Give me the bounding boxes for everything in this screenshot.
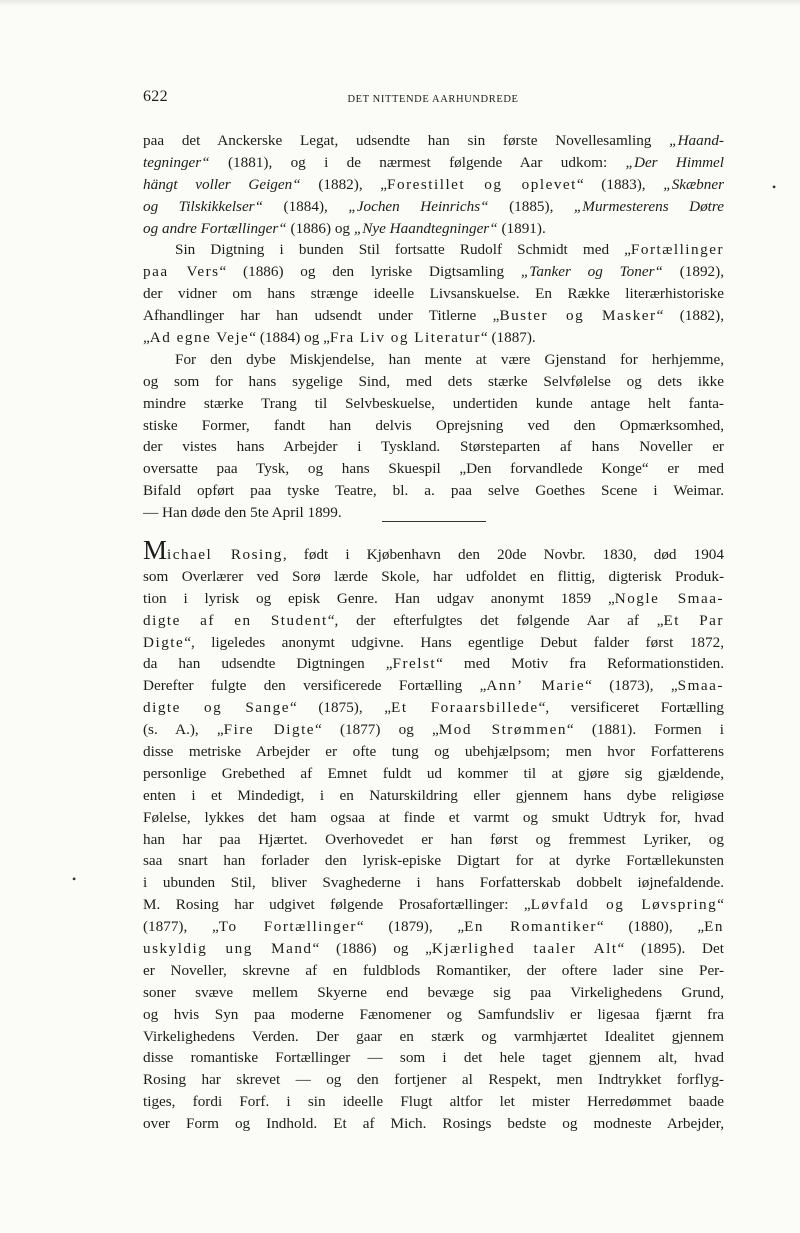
text-line — [143, 982, 724, 1004]
text-line — [143, 283, 724, 305]
text-run: (1884), — [263, 197, 349, 215]
text-run: „ — [143, 329, 150, 347]
text-run: Afhandlinger har han udsendt under Titlerne „ — [143, 307, 500, 325]
text-run: Rosing har skrevet — og den fortjener al Respekt, men Indtrykket forflyg- — [143, 1071, 724, 1089]
spaced-title: Ann’ Marie — [486, 677, 586, 695]
spaced-title: digte af en Student — [143, 611, 328, 629]
spaced-title: Mod Strømmen — [438, 721, 567, 739]
text-line — [143, 174, 724, 196]
spaced-title: To Fortællinger — [218, 918, 357, 936]
text-line — [143, 632, 724, 654]
text-line — [143, 850, 724, 872]
text-line — [143, 588, 724, 610]
text-line — [143, 960, 724, 982]
spaced-title: Fortællinger — [630, 241, 724, 259]
text-run: soner svæve mellem Skyerne end bevæge sig paa Virkelighedens Grund, — [143, 983, 724, 1001]
text-run: i ubunden Stil, bliver Svaghederne i hans Forfatterskab dobbelt iøjnefaldende. — [143, 874, 724, 892]
page-number: 622 — [143, 88, 168, 105]
spaced-title: digte og Sange — [143, 699, 290, 717]
text-line — [143, 916, 724, 938]
italic-title: „Tanker og Toner“ — [520, 263, 663, 281]
text-line — [143, 1069, 724, 1091]
text-line — [143, 436, 724, 458]
text-run: “ (1880), „ — [596, 918, 705, 936]
text-run: “ med Motiv fra Reformationstiden. — [436, 655, 724, 673]
spaced-title: paa Vers — [143, 263, 220, 281]
italic-title: „Haand- — [669, 132, 724, 149]
text-run: Sin Digtning i bunden Stil fortsatte Rudolf Schmidt med „ — [175, 241, 631, 259]
spaced-title: En — [704, 918, 724, 936]
text-run: og som for hans sygelige Sind, med dets stærke Selvfølelse og dets ikke — [143, 372, 724, 390]
italic-title: „Skæbner — [663, 175, 724, 193]
text-run: For den dybe Miskjendelse, han mente at være Gjenstand for herhjemme, — [175, 350, 724, 368]
text-run: der vidner om hans strænge ideelle Livsanskuelse. En Række literærhistoriske — [143, 285, 724, 303]
spaced-title: Kjærlighed taaler Alt — [431, 940, 618, 958]
text-line — [143, 196, 724, 218]
spaced-title: Frelst — [392, 655, 437, 673]
scan-edge — [0, 0, 800, 6]
text-run: “ (1881). Formen i — [566, 721, 724, 739]
text-line — [143, 393, 724, 415]
text-run: og hvis Syn paa moderne Fænomener og Samfundsliv er ligesaa fjærnt fra — [143, 1005, 724, 1023]
spaced-title: uskyldig ung Mand — [143, 940, 313, 958]
text-line — [143, 349, 724, 371]
text-run: over Form og Indhold. Et af Mich. Rosings bedste og modneste Arbejder, — [143, 1115, 724, 1133]
text-run: mindre stærke Trang til Selvbeskuelse, undertiden kunde antage helt fanta- — [143, 394, 724, 412]
drop-cap: M — [143, 535, 168, 565]
text-run: (1877), „ — [143, 918, 219, 936]
margin-dot-mark: • — [772, 180, 777, 194]
text-run: “ (1882), — [656, 307, 725, 325]
text-run: (1881), og i de nærmest følgende Aar udkom: — [209, 153, 626, 171]
text-run: Virkelighedens Verden. Der gaar en stærk og varmhjærtet Idealitet gjennem — [143, 1027, 724, 1045]
text-run: tion i lyrisk og episk Genre. Han udgav anonymt 1859 „ — [143, 589, 615, 607]
text-run: paa det Anckerske Legat, udsendte han sin første Novellesamling — [143, 132, 670, 149]
text-line — [143, 305, 724, 327]
spaced-title: Smaa- — [677, 677, 724, 695]
text-run: der vistes hans Arbejder i Tyskland. Størsteparten af hans Noveller er — [143, 438, 724, 456]
text-run: Følelse, lykkes det ham ogsaa at finde et varmt og smukt Udtryk for, hvad — [143, 808, 724, 826]
text-run: “, der efterfulgtes det følgende Aar af „ — [327, 611, 664, 629]
text-run: (1886) og — [286, 219, 354, 237]
text-line — [143, 327, 724, 349]
text-line — [143, 130, 724, 152]
text-run: disse romantiske Fortællinger — som i det hele taget gjennem alt, hvad — [143, 1049, 724, 1067]
text-line — [143, 785, 724, 807]
text-run: personlige Grebethed af Emnet fuldt ud kommer til at gjøre sig gjældende, — [143, 764, 724, 782]
text-run: enten i et Mindedigt, i en Naturskildring eller gjennem hans dybe religiøse — [143, 786, 724, 804]
text-run: — Han døde den 5te April 1899. — [143, 504, 342, 522]
text-line — [143, 152, 724, 174]
text-line — [143, 653, 724, 675]
text-run: Bifald opført paa tyske Teatre, bl. a. paa selve Goethes Scene i Weimar. — [143, 482, 724, 500]
text-run: “ (1877) og „ — [315, 721, 439, 739]
text-line — [143, 675, 724, 697]
text-run: (1892), — [662, 263, 724, 281]
text-line — [143, 938, 724, 960]
running-head: DET NITTENDE AARHUNDREDE — [347, 94, 519, 105]
text-line — [143, 566, 724, 588]
text-run: “ (1887). — [480, 329, 536, 347]
text-run: “ (1886) og den lyriske Digtsamling — [219, 263, 521, 281]
text-run: “ — [717, 896, 724, 914]
italic-title: og andre Fortællinger“ — [143, 219, 287, 237]
spaced-title: Fra Liv og Literatur — [329, 329, 481, 347]
text-run: da han udsendte Digtningen „ — [143, 655, 393, 673]
text-run: “ (1879), „ — [356, 918, 465, 936]
text-run: saa snart han forlader den lyrisk-episke Digtart for at dyrke Fortællekunsten — [143, 852, 724, 870]
text-run: “ (1886) og „ — [312, 940, 432, 958]
italic-title: tegninger“ — [143, 153, 210, 171]
section-divider — [382, 521, 486, 522]
spaced-title: Forestillet og oplevet — [387, 175, 577, 193]
text-run: han har paa Hjærtet. Overhovedet er han først og fremmest Lyriker, og — [143, 830, 724, 848]
italic-title: hängt voller Geigen“ — [143, 175, 301, 193]
text-line — [143, 1047, 724, 1069]
text-line — [143, 415, 724, 437]
spaced-title: Løvfald og Løvspring — [530, 896, 718, 914]
text-line — [143, 261, 724, 283]
italic-title: „Der Himmel — [625, 153, 725, 171]
text-run: (1885), — [488, 197, 574, 215]
text-line — [143, 458, 724, 480]
text-run: som Overlærer ved Sorø lærde Skole, har udfoldet en flittig, digterisk Produk- — [143, 567, 724, 585]
spaced-title: En Romantiker — [464, 918, 597, 936]
text-run: stiske Former, fandt han delvis Oprejsning ved den Opmærksomhed, — [143, 416, 724, 434]
text-run: “, ligeledes anonymt udgivne. Hans egentlige Debut falder først 1872, — [184, 633, 724, 651]
text-run: oversatte paa Tysk, og hans Skuespil „Den forvandlede Konge“ er med — [143, 460, 724, 478]
text-line — [143, 371, 724, 393]
spaced-title: Fire Digte — [223, 721, 316, 739]
text-run: (s. A.), „ — [143, 721, 224, 739]
text-line — [143, 1004, 724, 1026]
spaced-title: Et Par — [663, 611, 724, 629]
text-line — [143, 894, 724, 916]
text-run: disse metriske Arbejder er ofte tung og ubehjælpsom; men hvor Forfatterens — [143, 743, 724, 761]
spaced-title: Buster og Masker — [499, 307, 657, 325]
text-line — [143, 610, 724, 632]
text-line — [143, 719, 724, 741]
italic-title: „Murmesterens Døtre — [573, 197, 724, 215]
spaced-title: Nogle Smaa- — [614, 589, 724, 607]
text-line — [143, 535, 724, 566]
margin-dot-mark-bottom: • — [72, 872, 77, 886]
text-run: “ (1883), — [576, 175, 664, 193]
text-line — [143, 218, 724, 240]
spaced-title: Digte — [143, 633, 185, 651]
spaced-title: ichael Rosing — [167, 546, 283, 563]
text-line — [143, 763, 724, 785]
text-line — [143, 697, 724, 719]
text-run: “ (1875), „ — [289, 699, 392, 717]
text-line — [143, 480, 724, 502]
spaced-title: Ad egne Veje — [149, 329, 250, 347]
text-line — [143, 872, 724, 894]
text-run: “, versificeret Fortælling — [538, 699, 725, 717]
page-header — [143, 88, 723, 110]
text-run: (1882), „ — [300, 175, 388, 193]
text-run: (1891). — [497, 219, 546, 237]
text-run: M. Rosing har udgivet følgende Prosafortællinger: „ — [143, 896, 531, 914]
italic-title: „Jochen Heinrichs“ — [348, 197, 489, 215]
text-run: er Noveller, skrevne af en fuldblods Romantiker, der oftere lader sine Per- — [143, 961, 724, 979]
text-run: “ (1873), „ — [585, 677, 678, 695]
text-line — [143, 1026, 724, 1048]
text-run: tiges, fordi Forf. i sin ideelle Flugt altfor let mister Herredømmet baade — [143, 1093, 724, 1111]
text-line — [143, 1091, 724, 1113]
text-line — [143, 239, 724, 261]
section-rudolf-schmidt — [143, 130, 724, 524]
text-line — [143, 807, 724, 829]
text-run: , født i Kjøbenhavn den 20de Novbr. 1830, død 1904 — [282, 546, 724, 563]
text-run: Derefter fulgte den versificerede Fortælling „ — [143, 677, 487, 695]
text-line — [143, 741, 724, 763]
text-run: “ (1884) og „ — [249, 329, 330, 347]
text-line — [143, 1113, 724, 1135]
italic-title: „Nye Haandtegninger“ — [353, 219, 498, 237]
italic-title: og Tilskikkelser“ — [143, 197, 264, 215]
section-michael-rosing — [143, 535, 725, 1135]
text-line — [143, 829, 724, 851]
spaced-title: Et Foraarsbillede — [391, 699, 539, 717]
text-run: “ (1895). Det — [617, 940, 724, 958]
